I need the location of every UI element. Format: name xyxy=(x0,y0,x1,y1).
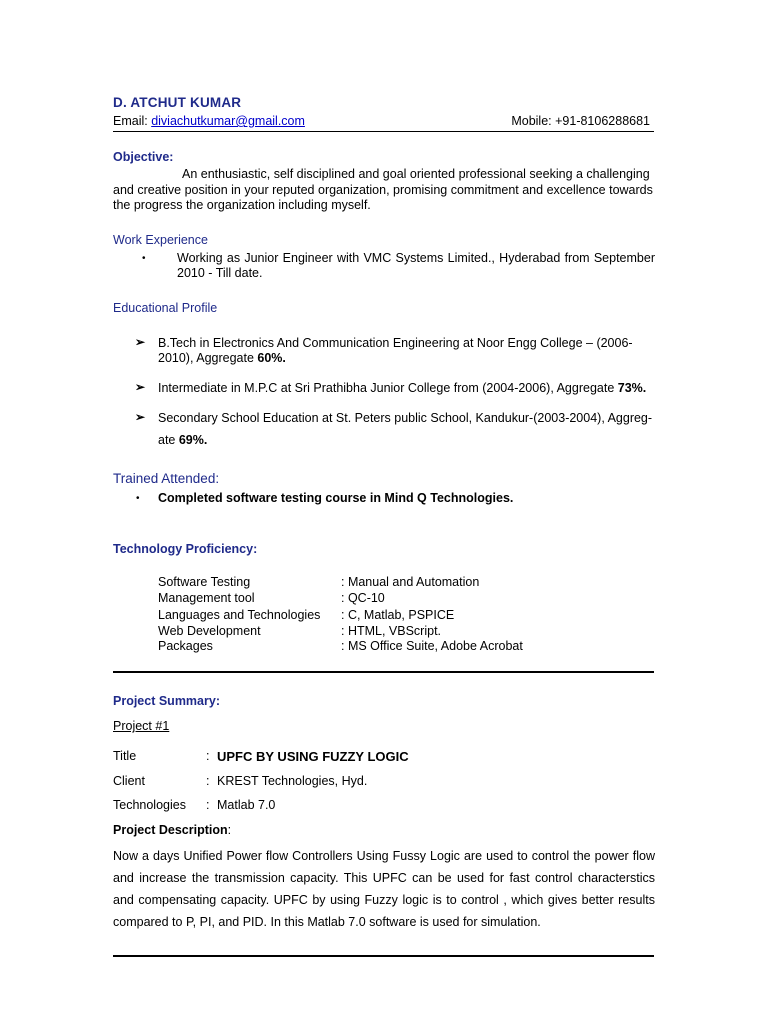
tech-label-languages: Languages and Technologies xyxy=(158,608,321,622)
email-link[interactable]: diviachutkumar@gmail.com xyxy=(151,114,305,128)
tech-value-languages: : C, Matlab, PSPICE xyxy=(341,608,455,622)
education-item-3-line-1: Secondary School Education at St. Peters public School, Kandukur-(2003-2004), Aggreg- xyxy=(158,411,653,425)
bullet-icon: • xyxy=(142,253,146,264)
email-label: Email: xyxy=(113,114,152,128)
education-item-3-text: ate xyxy=(158,433,179,447)
header-divider xyxy=(113,131,654,132)
arrow-bullet-icon: ➢ xyxy=(135,410,146,424)
technology-heading: Technology Proficiency: xyxy=(113,542,258,556)
education-item-1-grade: 60%. xyxy=(257,351,286,365)
project-technologies-label: Technologies xyxy=(113,798,186,812)
project-description-line-1: Now a days Unified Power flow Controllers Using Fussy Logic are used to control the power flow xyxy=(113,849,655,863)
project-summary-heading: Project Summary: xyxy=(113,694,220,708)
work-experience-heading: Work Experience xyxy=(113,233,208,247)
education-item-3-grade: 69%. xyxy=(178,433,208,447)
mobile-number: Mobile: +91-8106288681 xyxy=(511,114,650,128)
work-line-1: Working as Junior Engineer with VMC Systems Limited., Hyderabad from September xyxy=(177,251,655,265)
project-title-colon: : xyxy=(206,749,210,763)
contact-row xyxy=(113,114,654,128)
objective-line-3: the progress the organization including myself. xyxy=(113,198,371,212)
candidate-name: D. ATCHUT KUMAR xyxy=(113,95,242,110)
education-item-2-grade: 73%. xyxy=(617,381,647,395)
project-client-colon: : xyxy=(206,774,210,788)
project-description-heading-row xyxy=(113,823,231,838)
tech-value-software-testing: : Manual and Automation xyxy=(341,575,480,589)
project-number: Project #1 xyxy=(113,719,170,733)
training-item: Completed software testing course in Mind Q Technologies. xyxy=(158,491,514,505)
education-item-2-text: Intermediate in M.P.C at Sri Prathibha Junior College from (2004-2006), Aggregate xyxy=(158,381,618,395)
education-item-1-text: 2010), Aggregate xyxy=(158,351,258,365)
tech-value-management-tool: : QC-10 xyxy=(341,591,385,605)
project-technologies-colon: : xyxy=(206,798,210,812)
footer-divider xyxy=(113,955,654,957)
education-item-1-line-1: B.Tech in Electronics And Communication Engineering at Noor Engg College – (2006- xyxy=(158,336,633,350)
education-item-1-line-2 xyxy=(158,351,286,366)
project-title-value: UPFC BY USING FUZZY LOGIC xyxy=(217,749,409,764)
objective-line-1: An enthusiastic, self disciplined and goal oriented professional seeking a challenging xyxy=(182,167,650,181)
arrow-bullet-icon: ➢ xyxy=(135,380,146,394)
training-heading: Trained Attended: xyxy=(113,471,220,486)
project-description-heading: Project Description xyxy=(113,823,228,837)
project-description-line-4: compared to P, PI, and PID. In this Matlab 7.0 software is used for simulation. xyxy=(113,915,541,929)
project-client-label: Client xyxy=(113,774,145,788)
tech-value-packages: : MS Office Suite, Adobe Acrobat xyxy=(341,639,523,653)
project-technologies-value: Matlab 7.0 xyxy=(217,798,276,812)
bullet-icon: • xyxy=(136,493,140,504)
tech-value-web-development: : HTML, VBScript. xyxy=(341,624,442,638)
objective-heading: Objective: xyxy=(113,150,174,164)
objective-line-2: and creative position in your reputed organization, promising commitment and excellence towards xyxy=(113,183,653,197)
education-item-2-line-1 xyxy=(158,381,646,396)
arrow-bullet-icon: ➢ xyxy=(135,335,146,349)
section-divider xyxy=(113,671,654,673)
tech-label-web-development: Web Development xyxy=(158,624,261,638)
project-title-label: Title xyxy=(113,749,137,763)
project-description-line-2: and increase the transmission capacity. This UPFC can be used for fast control characterstics xyxy=(113,871,655,885)
education-item-3-line-2 xyxy=(158,433,207,448)
tech-label-software-testing: Software Testing xyxy=(158,575,251,589)
tech-label-management-tool: Management tool xyxy=(158,591,255,605)
education-heading: Educational Profile xyxy=(113,301,218,315)
project-description-line-3: and compensating capacity. UPFC by using Fuzzy logic is to control , which gives better results xyxy=(113,893,655,907)
project-client-value: KREST Technologies, Hyd. xyxy=(217,774,368,788)
project-description-colon: : xyxy=(227,823,232,837)
work-line-2: 2010 - Till date. xyxy=(177,266,263,280)
tech-label-packages: Packages xyxy=(158,639,213,653)
